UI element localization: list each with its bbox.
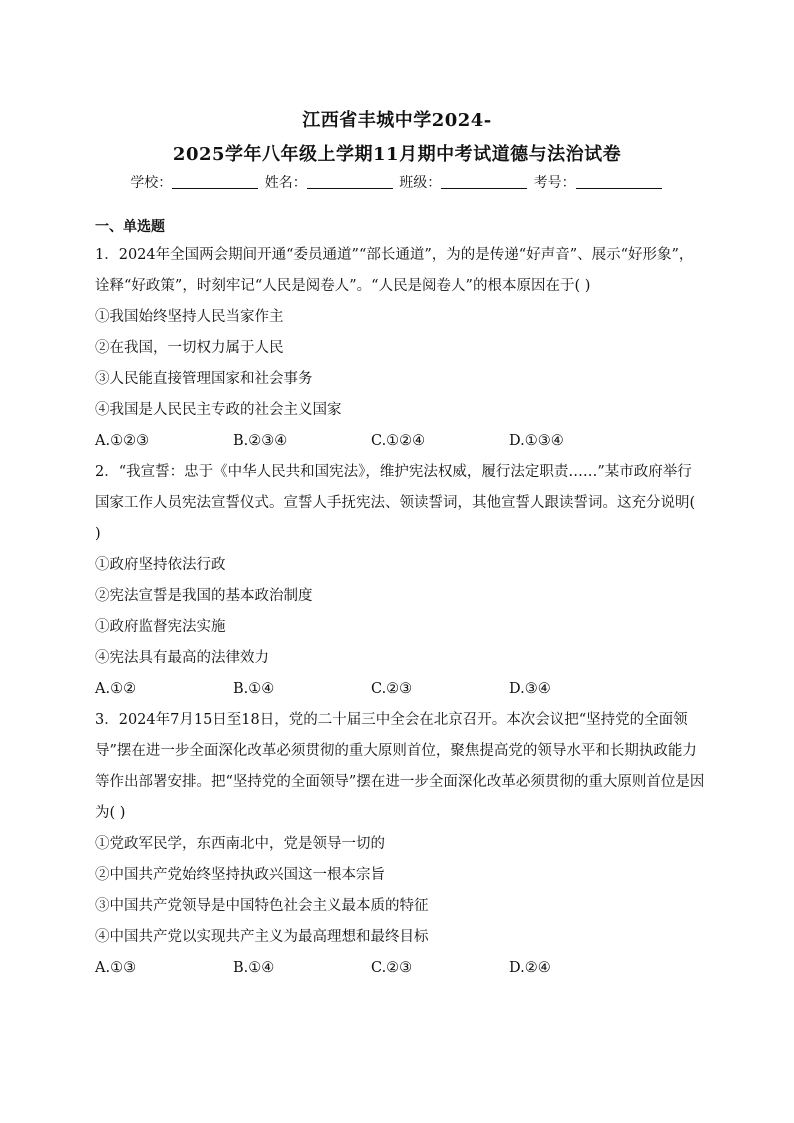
question-stem: 1．2024年全国两会期间开通“委员通道”“部长通道”，为的是传递“好声音”、展示“好形象”，诠释“好政策”，时刻牢记“人民是阅卷人”。“人民是阅卷人”的根本原因在于( ) [95,247,694,294]
statement: ③人民能直接管理国家和社会事务 [95,371,313,387]
question-2 [95,457,705,705]
statement: ②中国共产党始终坚持执政兴国这一根本宗旨 [95,867,385,883]
statement: ①党政军民学，东西南北中，党是领导一切的 [95,836,385,852]
statement: ④我国是人民民主专政的社会主义国家 [95,402,342,418]
choice-b: B.①④ [233,960,275,976]
statement: ④宪法具有最高的法律效力 [95,650,269,666]
choice-c: C.①②④ [371,433,426,449]
choice-d: D.②④ [509,960,551,976]
question-3 [95,705,705,984]
choice-a: A.①② [95,681,137,697]
statement: ②在我国，一切权力属于人民 [95,340,284,356]
questions-list [95,240,705,984]
question-stem: 3．2024年7月15日至18日，党的二十届三中全会在北京召开。本次会议把“坚持党的全面领导”摆在进一步全面深化改革必须贯彻的重大原则首位，聚焦提高党的领导水平和长期执政能力等作出部署安排。把“坚持党的全面领导”摆在进一步全面深化改革必须贯彻的重大原则首位是因为( ) [95,712,705,821]
statement: ①政府监督宪法实施 [95,619,226,635]
class-blank [441,174,527,189]
choice-d: D.③④ [509,681,551,697]
school-label: 学校： [130,175,173,191]
statement: ①政府坚持依法行政 [95,557,226,573]
statement: ①我国始终坚持人民当家作主 [95,309,284,325]
choice-c: C.②③ [371,960,413,976]
class-label: 班级： [399,175,442,191]
question-stem: 2．“我宣誓：忠于《中华人民共和国宪法》，维护宪法权威，履行法定职责……”某市政府举行国家工作人员宪法宣誓仪式。宣誓人手抚宪法、领读誓词，其他宣誓人跟读誓词。这充分说明( ) [95,464,696,542]
student-info-row [0,172,794,192]
choice-b: B.②③④ [233,433,288,449]
choice-b: B.①④ [233,681,275,697]
exam-number-blank [576,174,662,189]
answer-choices [95,674,705,705]
choice-d: D.①③④ [509,433,564,449]
question-1 [95,240,705,457]
answer-choices [95,426,705,457]
choice-a: A.①②③ [95,433,150,449]
exam-title-line1: 江西省丰城中学2024- [302,110,492,131]
section-heading: 一、单选题 [95,219,165,235]
school-blank [172,174,258,189]
choice-a: A.①③ [95,960,137,976]
answer-choices [95,953,705,984]
name-label: 姓名： [264,175,307,191]
exam-number-label: 考号： [533,175,576,191]
choice-c: C.②③ [371,681,413,697]
exam-title-line2: 2025学年八年级上学期11月期中考试道德与法治试卷 [172,144,622,165]
statement: ②宪法宣誓是我国的基本政治制度 [95,588,313,604]
statement: ③中国共产党领导是中国特色社会主义最本质的特征 [95,898,429,914]
name-blank [307,174,393,189]
statement: ④中国共产党以实现共产主义为最高理想和最终目标 [95,929,429,945]
